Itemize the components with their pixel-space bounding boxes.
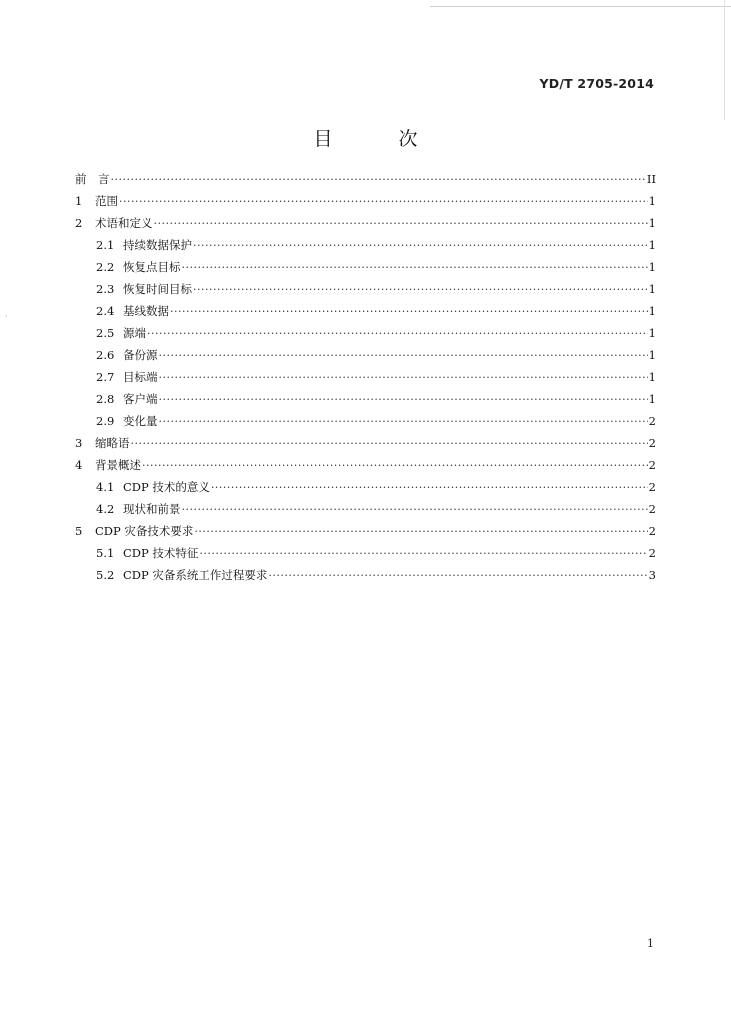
toc-dot-leader xyxy=(194,521,647,543)
toc-entry-title: 目标端 xyxy=(123,370,158,384)
toc-entry-number: 3 xyxy=(75,436,83,450)
toc-entry-page: 2 xyxy=(648,458,656,472)
toc-dot-leader xyxy=(182,499,648,521)
toc-dot-leader xyxy=(159,389,648,411)
toc-entry-title: 范围 xyxy=(95,194,118,208)
toc-entry-number: 2 xyxy=(75,216,83,230)
toc-entry[interactable] xyxy=(75,366,656,388)
toc-entry-page: 1 xyxy=(648,260,656,274)
toc-dot-leader xyxy=(159,367,648,389)
toc-entry[interactable] xyxy=(75,168,656,190)
toc-entry-page: 2 xyxy=(648,480,656,494)
toc-entry-page: 1 xyxy=(648,326,656,340)
toc-entry-page: 1 xyxy=(648,392,656,406)
toc-entry-title: 背景概述 xyxy=(95,458,141,472)
toc-entry-title: 术语和定义 xyxy=(95,216,153,230)
scan-speck: · xyxy=(5,312,8,321)
toc-entry-title: 持续数据保护 xyxy=(123,238,192,252)
toc-entry[interactable] xyxy=(75,300,656,322)
toc-entry-title: 源端 xyxy=(123,326,146,340)
toc-entry-number: 1 xyxy=(75,194,83,208)
page-number: 1 xyxy=(647,937,654,950)
toc-dot-leader xyxy=(199,543,647,565)
toc-entry[interactable] xyxy=(75,454,656,476)
toc-entry-page: 1 xyxy=(648,216,656,230)
toc-dot-leader xyxy=(159,411,648,433)
toc-entry[interactable] xyxy=(75,212,656,234)
toc-entry-number: 2.5 xyxy=(96,326,115,340)
toc-entry-number: 2.6 xyxy=(96,348,115,362)
toc-entry-title: 前 言 xyxy=(75,172,110,186)
toc-dot-leader xyxy=(131,433,648,455)
toc-entry-page: 1 xyxy=(648,348,656,362)
toc-entry[interactable] xyxy=(75,190,656,212)
toc-entry-title: 基线数据 xyxy=(123,304,169,318)
toc-entry-page: 2 xyxy=(648,414,656,428)
toc-dot-leader xyxy=(159,345,648,367)
toc-entry-title: 恢复点目标 xyxy=(123,260,181,274)
toc-entry-page: 2 xyxy=(648,546,656,560)
toc-entry-number: 5.2 xyxy=(96,568,115,582)
toc-dot-leader xyxy=(142,455,648,477)
toc-entry-title: 变化量 xyxy=(123,414,158,428)
toc-entry-title: 客户端 xyxy=(123,392,158,406)
toc-dot-leader xyxy=(170,301,648,323)
toc-dot-leader xyxy=(119,191,648,213)
toc-entry-title: 现状和前景 xyxy=(123,502,181,516)
toc-entry[interactable] xyxy=(75,564,656,586)
toc-entry-number: 2.9 xyxy=(96,414,115,428)
toc-entry-page: 1 xyxy=(648,370,656,384)
toc-dot-leader xyxy=(211,477,648,499)
toc-entry-page: 1 xyxy=(648,282,656,296)
document-code: YD/T 2705-2014 xyxy=(539,76,654,91)
toc-entry-page: 2 xyxy=(648,502,656,516)
toc-entry-title: CDP 灾备技术要求 xyxy=(95,524,194,538)
toc-entry[interactable] xyxy=(75,476,656,498)
toc-entry-number: 2.7 xyxy=(96,370,115,384)
toc-entry-number: 2.4 xyxy=(96,304,115,318)
toc-entry-number: 5 xyxy=(75,524,83,538)
toc-entry-title: 备份源 xyxy=(123,348,158,362)
toc-entry-number: 2.1 xyxy=(96,238,115,252)
toc-entry-title: 恢复时间目标 xyxy=(123,282,192,296)
toc-entry-page: II xyxy=(646,172,656,186)
toc-entry-title: CDP 技术特征 xyxy=(123,546,199,560)
toc-entry-number: 2.3 xyxy=(96,282,115,296)
toc-dot-leader xyxy=(268,565,647,587)
toc-dot-leader xyxy=(154,213,648,235)
toc-entry[interactable] xyxy=(75,256,656,278)
toc-entry-number: 4.1 xyxy=(96,480,115,494)
toc-entry[interactable] xyxy=(75,498,656,520)
toc-entry-page: 1 xyxy=(648,238,656,252)
toc-entry[interactable] xyxy=(75,520,656,542)
toc-dot-leader xyxy=(147,323,648,345)
toc-entry-title: CDP 技术的意义 xyxy=(123,480,210,494)
toc-entry[interactable] xyxy=(75,278,656,300)
toc-entry-number: 4 xyxy=(75,458,83,472)
toc-entry[interactable] xyxy=(75,410,656,432)
table-of-contents xyxy=(75,168,656,586)
toc-title: 目 次 xyxy=(313,128,448,150)
toc-dot-leader xyxy=(193,279,648,301)
toc-entry[interactable] xyxy=(75,542,656,564)
toc-entry[interactable] xyxy=(75,234,656,256)
toc-entry-page: 1 xyxy=(648,304,656,318)
toc-entry-title: CDP 灾备系统工作过程要求 xyxy=(123,568,268,582)
toc-entry-number: 2.8 xyxy=(96,392,115,406)
toc-dot-leader xyxy=(193,235,648,257)
toc-entry-number: 4.2 xyxy=(96,502,115,516)
toc-entry-page: 3 xyxy=(648,568,656,582)
toc-entry[interactable] xyxy=(75,432,656,454)
toc-entry-page: 2 xyxy=(648,524,656,538)
scan-edge-line xyxy=(430,6,731,7)
scan-edge-line xyxy=(724,0,725,120)
toc-entry-number: 5.1 xyxy=(96,546,115,560)
toc-dot-leader xyxy=(182,257,648,279)
toc-entry-number: 2.2 xyxy=(96,260,115,274)
toc-entry[interactable] xyxy=(75,344,656,366)
toc-entry-title: 缩略语 xyxy=(95,436,130,450)
toc-entry[interactable] xyxy=(75,322,656,344)
toc-entry-page: 1 xyxy=(648,194,656,208)
toc-entry[interactable] xyxy=(75,388,656,410)
toc-entry-page: 2 xyxy=(648,436,656,450)
toc-dot-leader xyxy=(111,169,646,191)
